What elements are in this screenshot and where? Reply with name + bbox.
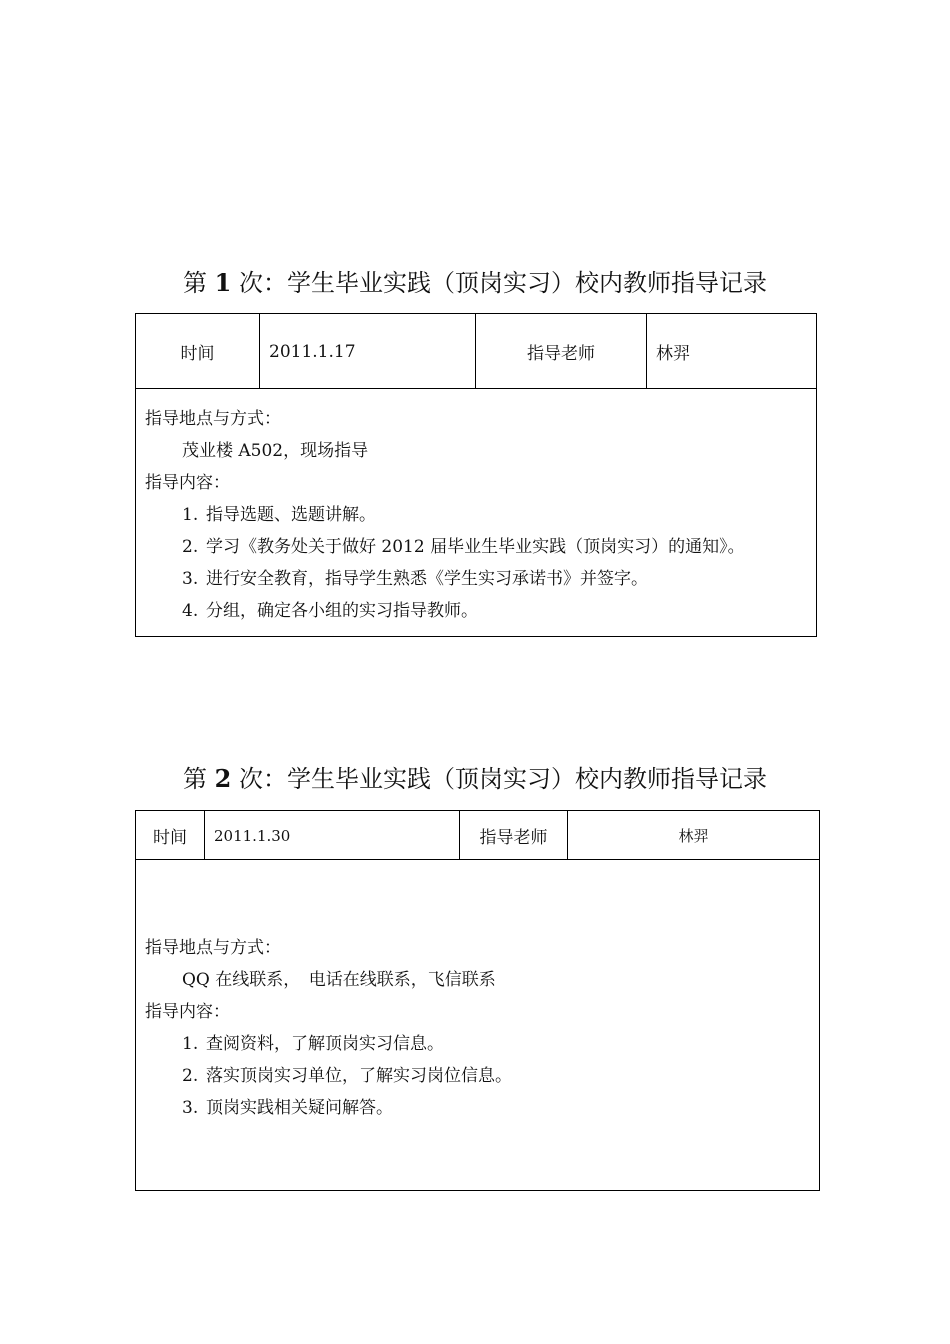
item-text: 分组，确定各小组的实习指导教师。: [206, 601, 478, 621]
teacher-label-cell: [476, 314, 647, 389]
place-label: 指导地点与方式：: [145, 409, 281, 429]
time-value: 2011.1.30: [214, 826, 291, 845]
record-1-body: [136, 388, 816, 636]
place-label: 指导地点与方式：: [145, 938, 281, 958]
content-label: 指导内容：: [145, 1002, 230, 1022]
content-label: 指导内容：: [145, 473, 230, 493]
title-number: 2: [214, 764, 232, 793]
time-label: 时间: [180, 344, 215, 364]
item-number: 3.: [182, 569, 199, 589]
teacher-label-cell: [460, 811, 568, 860]
time-value-cell: [260, 314, 476, 389]
item-number: 2.: [182, 537, 199, 557]
item-text: 查阅资料，了解顶岗实习信息。: [206, 1034, 444, 1054]
item-number: 3.: [182, 1098, 199, 1118]
title-prefix: 第: [183, 269, 207, 297]
item-text: 进行安全教育，指导学生熟悉《学生实习承诺书》并签字。: [206, 569, 648, 589]
item-text: 落实顶岗实习单位，了解实习岗位信息。: [206, 1066, 512, 1086]
teacher-value: 林羿: [678, 827, 709, 845]
list-item: [182, 1096, 393, 1120]
time-value: 2011.1.17: [269, 341, 356, 362]
list-item: [182, 599, 478, 623]
record-2-table: [135, 810, 820, 1191]
record-1-title: [0, 268, 950, 298]
teacher-value-cell: [568, 811, 819, 860]
item-text: 指导选题、选题讲解。: [206, 505, 376, 525]
time-label-cell: [136, 314, 260, 389]
teacher-value-cell: [647, 314, 816, 389]
item-number: 1.: [182, 505, 199, 525]
time-label-cell: [136, 811, 205, 860]
item-number: 2.: [182, 1066, 199, 1086]
time-value-cell: [205, 811, 460, 860]
teacher-value: 林羿: [656, 344, 690, 364]
place-value: QQ 在线联系， 电话在线联系，飞信联系: [182, 970, 496, 990]
list-item: [182, 1032, 444, 1056]
teacher-label: 指导老师: [479, 828, 548, 848]
place-value: 茂业楼 A502，现场指导: [182, 441, 369, 461]
title-suffix: 次：学生毕业实践（顶岗实习）校内教师指导记录: [238, 269, 767, 297]
title-suffix: 次：学生毕业实践（顶岗实习）校内教师指导记录: [238, 765, 767, 793]
item-number: 1.: [182, 1034, 199, 1054]
title-prefix: 第: [183, 765, 207, 793]
list-item: [182, 567, 648, 591]
item-number: 4.: [182, 601, 199, 621]
title-number: 1: [214, 268, 232, 297]
record-2-title: [0, 764, 950, 794]
record-1-table: [135, 313, 817, 637]
list-item: [182, 535, 745, 559]
teacher-label: 指导老师: [527, 344, 595, 364]
item-text: 顶岗实践相关疑问解答。: [206, 1098, 393, 1118]
time-label: 时间: [153, 828, 187, 848]
list-item: [182, 503, 376, 527]
list-item: [182, 1064, 512, 1088]
item-text: 学习《教务处关于做好 2012 届毕业生毕业实践（顶岗实习）的通知》。: [206, 537, 745, 557]
record-2-body: [136, 859, 819, 1190]
